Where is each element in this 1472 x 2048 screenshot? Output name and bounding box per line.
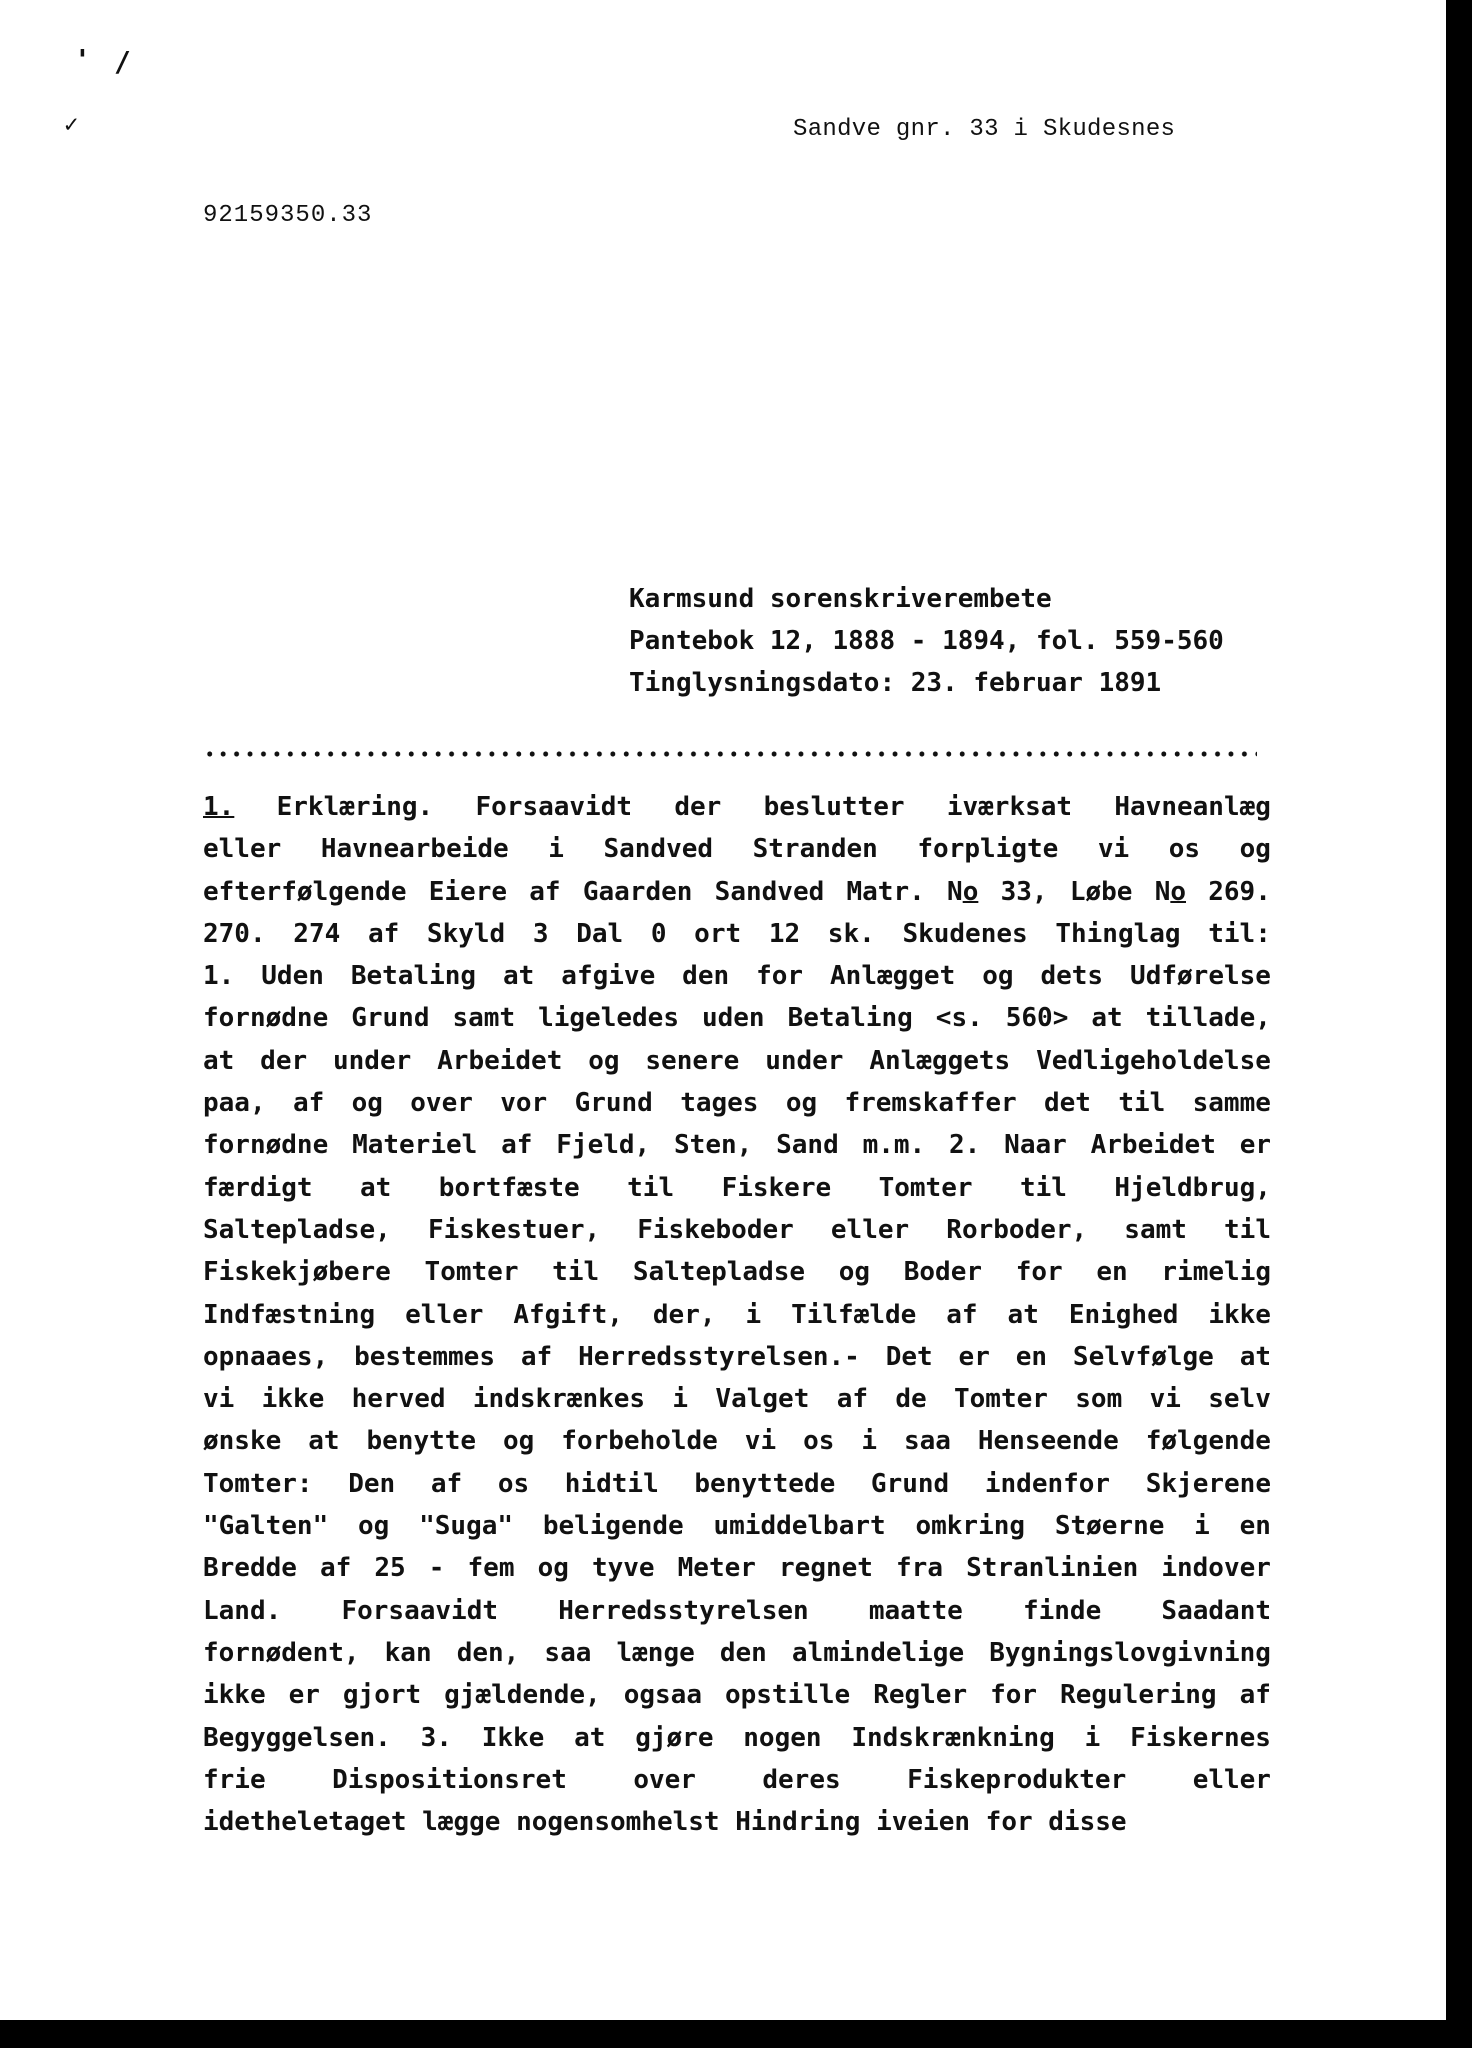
source-registration-date: Tinglysningsdato: 23. februar 1891 [629, 668, 1162, 698]
body-word: i [745, 1299, 762, 1330]
body-word: <s. [935, 1003, 983, 1034]
body-word: uden [701, 1003, 765, 1034]
body-word: "Suga" [419, 1511, 514, 1542]
body-word: Begyggelsen. [203, 1722, 391, 1753]
check-mark-icon: ✓ [64, 110, 79, 138]
body-word: Betaling [787, 1003, 913, 1034]
body-line [203, 1420, 1271, 1462]
body-word: Skjerene [1145, 1468, 1271, 1499]
body-word: der, [652, 1299, 716, 1330]
body-word: til [1019, 1172, 1067, 1203]
body-word: Løbe [1069, 876, 1133, 907]
body-word: at [360, 1172, 392, 1203]
body-word: at [1239, 1341, 1271, 1372]
body-word: opstille [724, 1680, 851, 1711]
body-line [203, 1251, 1271, 1293]
body-word: umiddelbart [713, 1511, 886, 1542]
body-word: Anlæggets [869, 1045, 1011, 1076]
body-word: benyttede [694, 1468, 836, 1499]
body-word: at [1007, 1299, 1039, 1330]
body-word: iværksat [946, 792, 1073, 822]
body-word: en [1015, 1341, 1048, 1372]
body-word: er [958, 1341, 990, 1372]
body-word: 270. [203, 918, 266, 949]
body-word: sk. [827, 918, 875, 949]
corner-mark: / [114, 45, 131, 78]
body-word: Fiskere [721, 1172, 832, 1203]
body-word: den [719, 1637, 767, 1668]
body-word: og [358, 1511, 390, 1542]
body-line [203, 1674, 1271, 1716]
body-line [203, 1505, 1271, 1547]
body-word: Herredsstyrelsen.- [578, 1341, 860, 1372]
body-word: ligeledes [538, 1003, 679, 1034]
body-word: Stranden [752, 834, 878, 865]
body-word: fornødne [203, 1130, 329, 1161]
body-word: til [1224, 1214, 1271, 1245]
body-word: Indskrænkning [851, 1722, 1055, 1753]
body-word: til: [1208, 918, 1271, 949]
body-word: Tomter: [203, 1468, 313, 1499]
body-word: Sand [776, 1130, 839, 1161]
body-word: vi [1097, 834, 1130, 865]
body-word: fornødne [203, 1003, 329, 1034]
body-word: Tomter [878, 1172, 973, 1203]
body-word: gjældende, [444, 1680, 601, 1711]
body-word: af [501, 1130, 533, 1161]
body-word: af [320, 1553, 352, 1584]
body-word: indskrænkes [472, 1384, 646, 1415]
body-word: det [1044, 1088, 1091, 1119]
source-block [629, 578, 1224, 704]
body-word: er [288, 1680, 320, 1711]
body-word: Bygningslovgivning [989, 1637, 1271, 1668]
body-line [203, 1590, 1271, 1632]
item-number: 1. [203, 792, 235, 822]
transcription-body [203, 786, 1271, 1843]
body-word: Grund [351, 1003, 430, 1034]
body-word: Grund [574, 1088, 653, 1119]
body-word: senere [645, 1045, 740, 1076]
body-word: samt [1124, 1214, 1187, 1245]
body-word: Erklæring. [276, 792, 434, 822]
corner-mark: ' [74, 43, 91, 76]
body-word: hidtil [564, 1468, 659, 1499]
body-line [203, 1547, 1271, 1589]
body-line [203, 997, 1271, 1039]
body-word: 33, [1000, 876, 1048, 907]
body-word: Havneanlæg [1114, 792, 1271, 822]
body-word: kan [384, 1637, 432, 1668]
body-word: i [548, 834, 564, 865]
body-word: 2. [949, 1130, 981, 1161]
body-word: 25 [374, 1553, 406, 1584]
body-word: os [497, 1468, 530, 1499]
body-word: for [990, 1680, 1038, 1711]
body-word: Sten, [674, 1130, 753, 1161]
body-word: Gaarden [582, 876, 693, 907]
body-word: Saltepladse [632, 1257, 806, 1288]
body-word: - [428, 1553, 445, 1584]
body-word: Boder [903, 1257, 983, 1288]
body-word: saa [903, 1426, 951, 1457]
separator-dots [203, 748, 1257, 760]
body-word: at [1091, 1003, 1123, 1034]
body-word: indover [1161, 1553, 1271, 1584]
body-word: og [351, 1088, 383, 1119]
body-word: 12 [768, 918, 801, 949]
body-word: af [367, 918, 400, 949]
body-word: saa [544, 1637, 592, 1668]
body-word: Grund [870, 1468, 950, 1499]
body-word: Tomter [954, 1384, 1048, 1415]
body-word: Matr. [846, 876, 925, 907]
body-word: maatte [868, 1595, 963, 1626]
body-line [203, 1082, 1271, 1124]
body-word: benytte [366, 1426, 477, 1457]
body-word: almindelige [791, 1637, 965, 1668]
body-word: 0 [650, 918, 667, 949]
body-word: forpligte [917, 834, 1059, 865]
body-word: under [765, 1045, 844, 1076]
source-book: Pantebok 12, 1888 - 1894, fol. 559-560 [629, 626, 1224, 656]
body-word: fra [896, 1553, 943, 1584]
body-word: Dal [576, 918, 624, 949]
body-word: at [308, 1426, 340, 1457]
body-word: vi [1149, 1384, 1181, 1415]
body-word: No [947, 876, 979, 907]
body-word: en [1096, 1257, 1128, 1288]
body-word: længe [616, 1637, 695, 1668]
body-word: og [588, 1045, 620, 1076]
body-word: Det [885, 1341, 933, 1372]
body-word: Naar [1004, 1130, 1067, 1161]
body-word: gjøre [635, 1722, 714, 1753]
body-word: finde [1022, 1595, 1102, 1626]
body-word: over [633, 1764, 696, 1795]
body-word: ønske [203, 1426, 282, 1457]
body-word: Dispositionsret [332, 1764, 567, 1795]
body-word: os [803, 1426, 835, 1457]
body-word: og [1239, 834, 1271, 865]
body-word: Saadant [1161, 1595, 1271, 1626]
body-word: til [627, 1172, 675, 1203]
body-word: Anlægget [830, 961, 956, 992]
body-word: Tomter [424, 1257, 519, 1288]
body-word: Saltepladse, [203, 1214, 391, 1245]
body-word: og [503, 1426, 535, 1457]
source-office: Karmsund sorenskriverembete [629, 584, 1052, 614]
body-line [203, 1378, 1271, 1420]
body-word: Hjeldbrug, [1114, 1172, 1271, 1203]
body-word: regnet [779, 1553, 873, 1584]
body-word: Arbeidet [437, 1045, 563, 1076]
body-word: Forsaavidt [341, 1595, 499, 1626]
body-word: os [1168, 834, 1201, 865]
body-line-text: idetheletaget lægge nogensomhelst Hindring iveien for disse [203, 1807, 1127, 1838]
body-word: og [838, 1257, 871, 1288]
document-number: 92159350.33 [203, 202, 373, 229]
body-word: og [982, 961, 1014, 992]
body-word: Betaling [350, 961, 477, 992]
body-word: eller [1192, 1764, 1271, 1795]
body-line [203, 1717, 1271, 1759]
body-line [203, 871, 1271, 913]
body-word: Henseende [977, 1426, 1119, 1457]
body-word: rimelig [1161, 1257, 1271, 1288]
body-word: eller [830, 1214, 910, 1245]
body-word: Eiere [428, 876, 508, 907]
body-word: til [1118, 1088, 1166, 1119]
body-line [203, 913, 1271, 955]
body-word: Sandved [603, 834, 714, 865]
body-word: vi [203, 1384, 235, 1415]
body-word: af [946, 1299, 978, 1330]
body-word: Rorboder, [946, 1214, 1088, 1245]
body-word: Skyld [426, 918, 506, 949]
body-word: for [756, 961, 804, 992]
body-word: en [1239, 1511, 1271, 1542]
body-word: Thinglag [1055, 918, 1181, 949]
body-word: den [682, 961, 730, 992]
body-word: Ikke [481, 1722, 545, 1753]
body-line [203, 1463, 1271, 1505]
body-line [203, 1167, 1271, 1209]
body-line [203, 1294, 1271, 1336]
body-word: Vedligeholdelse [1036, 1045, 1271, 1076]
body-word: at [503, 961, 535, 992]
body-word: ikke [261, 1384, 325, 1415]
body-line [203, 828, 1271, 870]
body-word: frie [203, 1764, 266, 1795]
header-location: Sandve gnr. 33 i Skudesnes [793, 116, 1176, 143]
body-word: forbeholde [561, 1426, 718, 1457]
body-word: Forsaavidt [475, 792, 633, 822]
body-word: gjort [342, 1680, 422, 1711]
body-word: eller [405, 1299, 484, 1330]
body-word: ikke [203, 1680, 266, 1711]
body-word: vi [744, 1426, 777, 1457]
body-word: Stranlinien [966, 1553, 1139, 1584]
body-word: over [410, 1088, 473, 1119]
body-word: bestemmes [354, 1341, 495, 1372]
body-word: beslutter [763, 792, 905, 822]
body-word: af [520, 1341, 553, 1372]
body-word: Fiskekjøbere [203, 1257, 391, 1288]
body-word: deres [762, 1764, 841, 1795]
body-word: for [1015, 1257, 1063, 1288]
body-word: er [1239, 1130, 1271, 1161]
body-word: Havnearbeide [320, 834, 509, 865]
body-line [203, 1209, 1271, 1251]
body-line [203, 1336, 1271, 1378]
body-word: som [1075, 1384, 1123, 1415]
body-word: og [785, 1088, 818, 1119]
body-word: Arbeidet [1090, 1130, 1216, 1161]
body-word: tyve [591, 1553, 655, 1584]
body-word: Enighed [1068, 1299, 1179, 1330]
body-word: eller [203, 834, 282, 865]
body-word: der [260, 1045, 308, 1076]
body-word: samme [1192, 1088, 1271, 1119]
body-line [203, 1632, 1271, 1674]
body-word: Skudenes [902, 918, 1028, 949]
body-word: i [861, 1426, 877, 1457]
body-word: nogen [743, 1722, 822, 1753]
body-word: tillade, [1145, 1003, 1271, 1034]
body-word: bortfæste [438, 1172, 580, 1203]
body-word: afgive [561, 961, 656, 992]
body-word: 560> [1005, 1003, 1069, 1034]
body-word: Bredde [203, 1553, 297, 1584]
body-word: Regler [873, 1680, 968, 1711]
body-word: af [1239, 1680, 1271, 1711]
body-word: Valget [715, 1384, 810, 1415]
body-word: ort [694, 918, 742, 949]
body-word: af [836, 1384, 868, 1415]
body-word: Udførelse [1130, 961, 1271, 992]
body-word: samt [452, 1003, 516, 1034]
body-word: Regulering [1060, 1680, 1217, 1711]
body-word: Fiskernes [1130, 1722, 1271, 1753]
body-word: efterfølgende [203, 876, 407, 907]
body-word: 1. [203, 961, 235, 992]
body-word: 269. [1208, 876, 1271, 907]
body-word: Selvfølge [1072, 1341, 1214, 1372]
body-word: omkring [915, 1511, 1026, 1542]
body-word: indenfor [984, 1468, 1111, 1499]
body-line [203, 955, 1271, 997]
body-word: at [203, 1045, 235, 1076]
body-word: 3 [532, 918, 549, 949]
body-word: 3. [420, 1722, 452, 1753]
body-word: m.m. [862, 1130, 926, 1161]
body-word: af [292, 1088, 325, 1119]
body-word: i [1084, 1722, 1101, 1753]
body-word: Tilfælde [791, 1299, 917, 1330]
body-word: No [1154, 876, 1186, 907]
body-word: følgende [1145, 1426, 1271, 1457]
body-line [203, 1759, 1271, 1801]
body-word: fremskaffer [844, 1088, 1017, 1119]
body-word: "Galten" [203, 1511, 329, 1542]
body-word: Indfæstning [203, 1299, 376, 1330]
body-word: i [1194, 1511, 1210, 1542]
body-word: Den [348, 1468, 396, 1499]
body-word: Støerne [1054, 1511, 1165, 1542]
body-word: dets [1040, 961, 1104, 992]
body-word: selv [1208, 1384, 1271, 1415]
body-word: Herredsstyrelsen [558, 1595, 809, 1626]
body-word: paa, [203, 1088, 266, 1119]
body-word: Fiskestuer, [427, 1214, 601, 1245]
body-word: Fiskeboder [637, 1214, 794, 1245]
body-word: Sandved [714, 876, 825, 907]
body-word: Land. [203, 1595, 282, 1626]
body-word: til [552, 1257, 600, 1288]
body-word: opnaaes, [203, 1341, 329, 1372]
body-line [203, 1801, 1271, 1843]
body-word: og [537, 1553, 569, 1584]
body-word: ogsaa [623, 1680, 702, 1711]
body-word: beligende [542, 1511, 684, 1542]
body-word: under [333, 1045, 412, 1076]
body-word: fem [467, 1553, 515, 1584]
body-word: færdigt [203, 1172, 313, 1203]
body-word: Uden [261, 961, 324, 992]
body-word: 274 [293, 918, 341, 949]
body-word: herved [351, 1384, 446, 1415]
body-word: Fiskeprodukter [907, 1764, 1127, 1795]
body-line [203, 1124, 1271, 1166]
body-word: Materiel [352, 1130, 478, 1161]
body-word: der [674, 792, 722, 822]
body-word: vor [500, 1088, 548, 1119]
body-word: Fjeld, [556, 1130, 651, 1161]
body-word: Meter [677, 1553, 756, 1584]
body-word: af [529, 876, 561, 907]
body-line [203, 1040, 1271, 1082]
body-word: fornødent, [203, 1637, 360, 1668]
body-word: den, [456, 1637, 520, 1668]
body-line [203, 786, 1271, 828]
body-word: at [574, 1722, 606, 1753]
body-word: Afgift, [513, 1299, 623, 1330]
body-word: af [430, 1468, 463, 1499]
body-word: tages [680, 1088, 759, 1119]
body-word: de [895, 1384, 927, 1415]
body-word: ikke [1208, 1299, 1271, 1330]
body-word: i [672, 1384, 689, 1415]
